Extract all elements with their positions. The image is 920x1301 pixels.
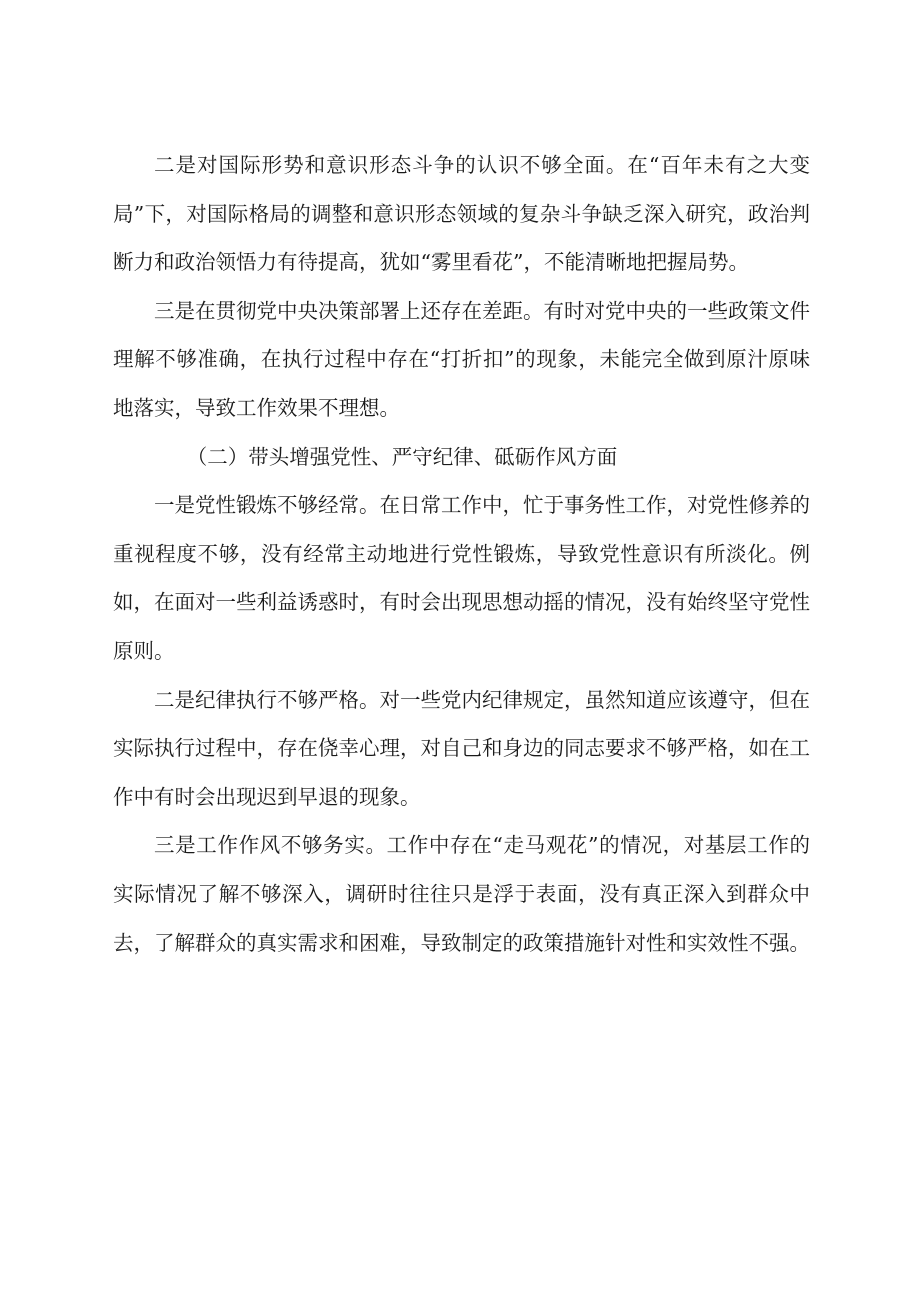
paragraph-body: 有时对党中央的一些政策文件理解不够准确，在执行过程中存在“打折扣”的现象，未能完全做到原汁原味地落实，导致工作效果不理想。 [113,298,810,420]
paragraph-lead: 三是工作作风不够务实。 [154,833,387,858]
paragraph-lead: 二是纪律执行不够严格。 [154,687,380,712]
paragraph-body: 工作中存在“走马观花”的情况，对基层工作的实际情况了解不够深入，调研时往往只是浮于表面，没有真正深入到群众中去，了解群众的真实需求和困难，导致制定的政策措施针对性和实效性不强。 [113,833,810,955]
paragraph-party-spirit [113,481,810,675]
paragraph-international-situation [113,141,810,287]
paragraph-work-style [113,821,810,967]
paragraph-implementing-decisions [113,287,810,433]
paragraph-body: 在“百年未有之大变局”下，对国际格局的调整和意识形态领域的复杂斗争缺乏深入研究，政治判断力和政治领悟力有待提高，犹如“雾里看花”，不能清晰地把握局势。 [113,153,811,275]
paragraph-lead: 三是在贯彻党中央决策部署上还存在差距。 [154,298,544,323]
paragraph-body: 对一些党内纪律规定，虽然知道应该遵守，但在实际执行过程中，存在侥幸心理，对自己和身边的同志要求不够严格，如在工作中有时会出现迟到早退的现象。 [113,687,810,809]
paragraph-lead: 一是党性锻炼不够经常。 [154,493,380,518]
section-subheading: （二）带头增强党性、严守纪律、砥砺作风方面 [186,444,618,469]
paragraph-discipline [113,676,810,822]
paragraph-lead: 二是对国际形势和意识形态斗争的认识不够全面。 [154,153,628,177]
document-body [113,141,810,967]
paragraph-body: 在日常工作中，忙于事务性工作，对党性修养的重视程度不够，没有经常主动地进行党性锻炼，导致党性意识有所淡化。例如，在面对一些利益诱惑时，有时会出现思想动摇的情况，没有始终坚守党性原则。 [113,493,810,663]
